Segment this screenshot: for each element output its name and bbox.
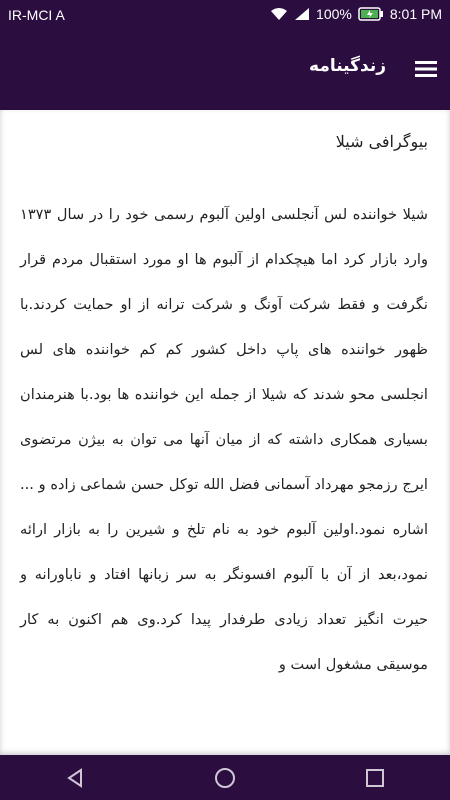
wifi-icon <box>270 7 288 21</box>
page-title: زندگینامه <box>309 56 386 76</box>
status-bar <box>0 0 450 30</box>
app-bar <box>0 30 450 110</box>
back-button[interactable] <box>45 755 105 800</box>
home-icon <box>214 767 236 789</box>
carrier-label: IR-MCI A <box>8 7 65 23</box>
content-heading: بیوگرافی شیلا <box>335 132 428 151</box>
recents-button[interactable] <box>345 755 405 800</box>
biography-text: شیلا خواننده لس آنجلسی اولین آلبوم رسمی خود را در سال ۱۳۷۳ وارد بازار کرد اما هیچکدام از آلبوم ها او مورد استقبال مردم قرار نگرفت و فقط شرکت آونگ و شرکت ترانه از او حمایت کردند.با ظهور خواننده های پاپ داخل کشور کم کم خواننده های لس انجلسی محو شدند که شیلا از جمله این خواننده ها بود.با هنرمندان بسیاری همکاری داشته که از میان آنها می توان به بیژن مرتضوی ایرج رزمجو مهرداد آسمانی فضل الله توکل حسن شماعی زاده و ... اشاره نمود.اولین آلبوم خود به نام تلخ و شیرین را به بازار ارائه نمود،بعد از آن با آلبوم افسونگر به سر زبانها افتاد و ناباورانه و حیرت انگیز تعداد زیادی طرفدار پیدا کرد.وی هم اکنون به کار موسیقی مشغول است و <box>20 206 428 673</box>
battery-percent: 100% <box>316 6 352 22</box>
navigation-bar <box>0 755 450 800</box>
time-label: 8:01 PM <box>389 6 442 22</box>
battery-icon <box>358 7 384 21</box>
content-area[interactable] <box>0 110 450 755</box>
recents-icon <box>365 768 385 788</box>
home-button[interactable] <box>195 755 255 800</box>
signal-icon <box>294 7 310 21</box>
back-icon <box>65 768 85 788</box>
menu-icon[interactable] <box>412 56 440 82</box>
status-icons <box>270 6 442 22</box>
